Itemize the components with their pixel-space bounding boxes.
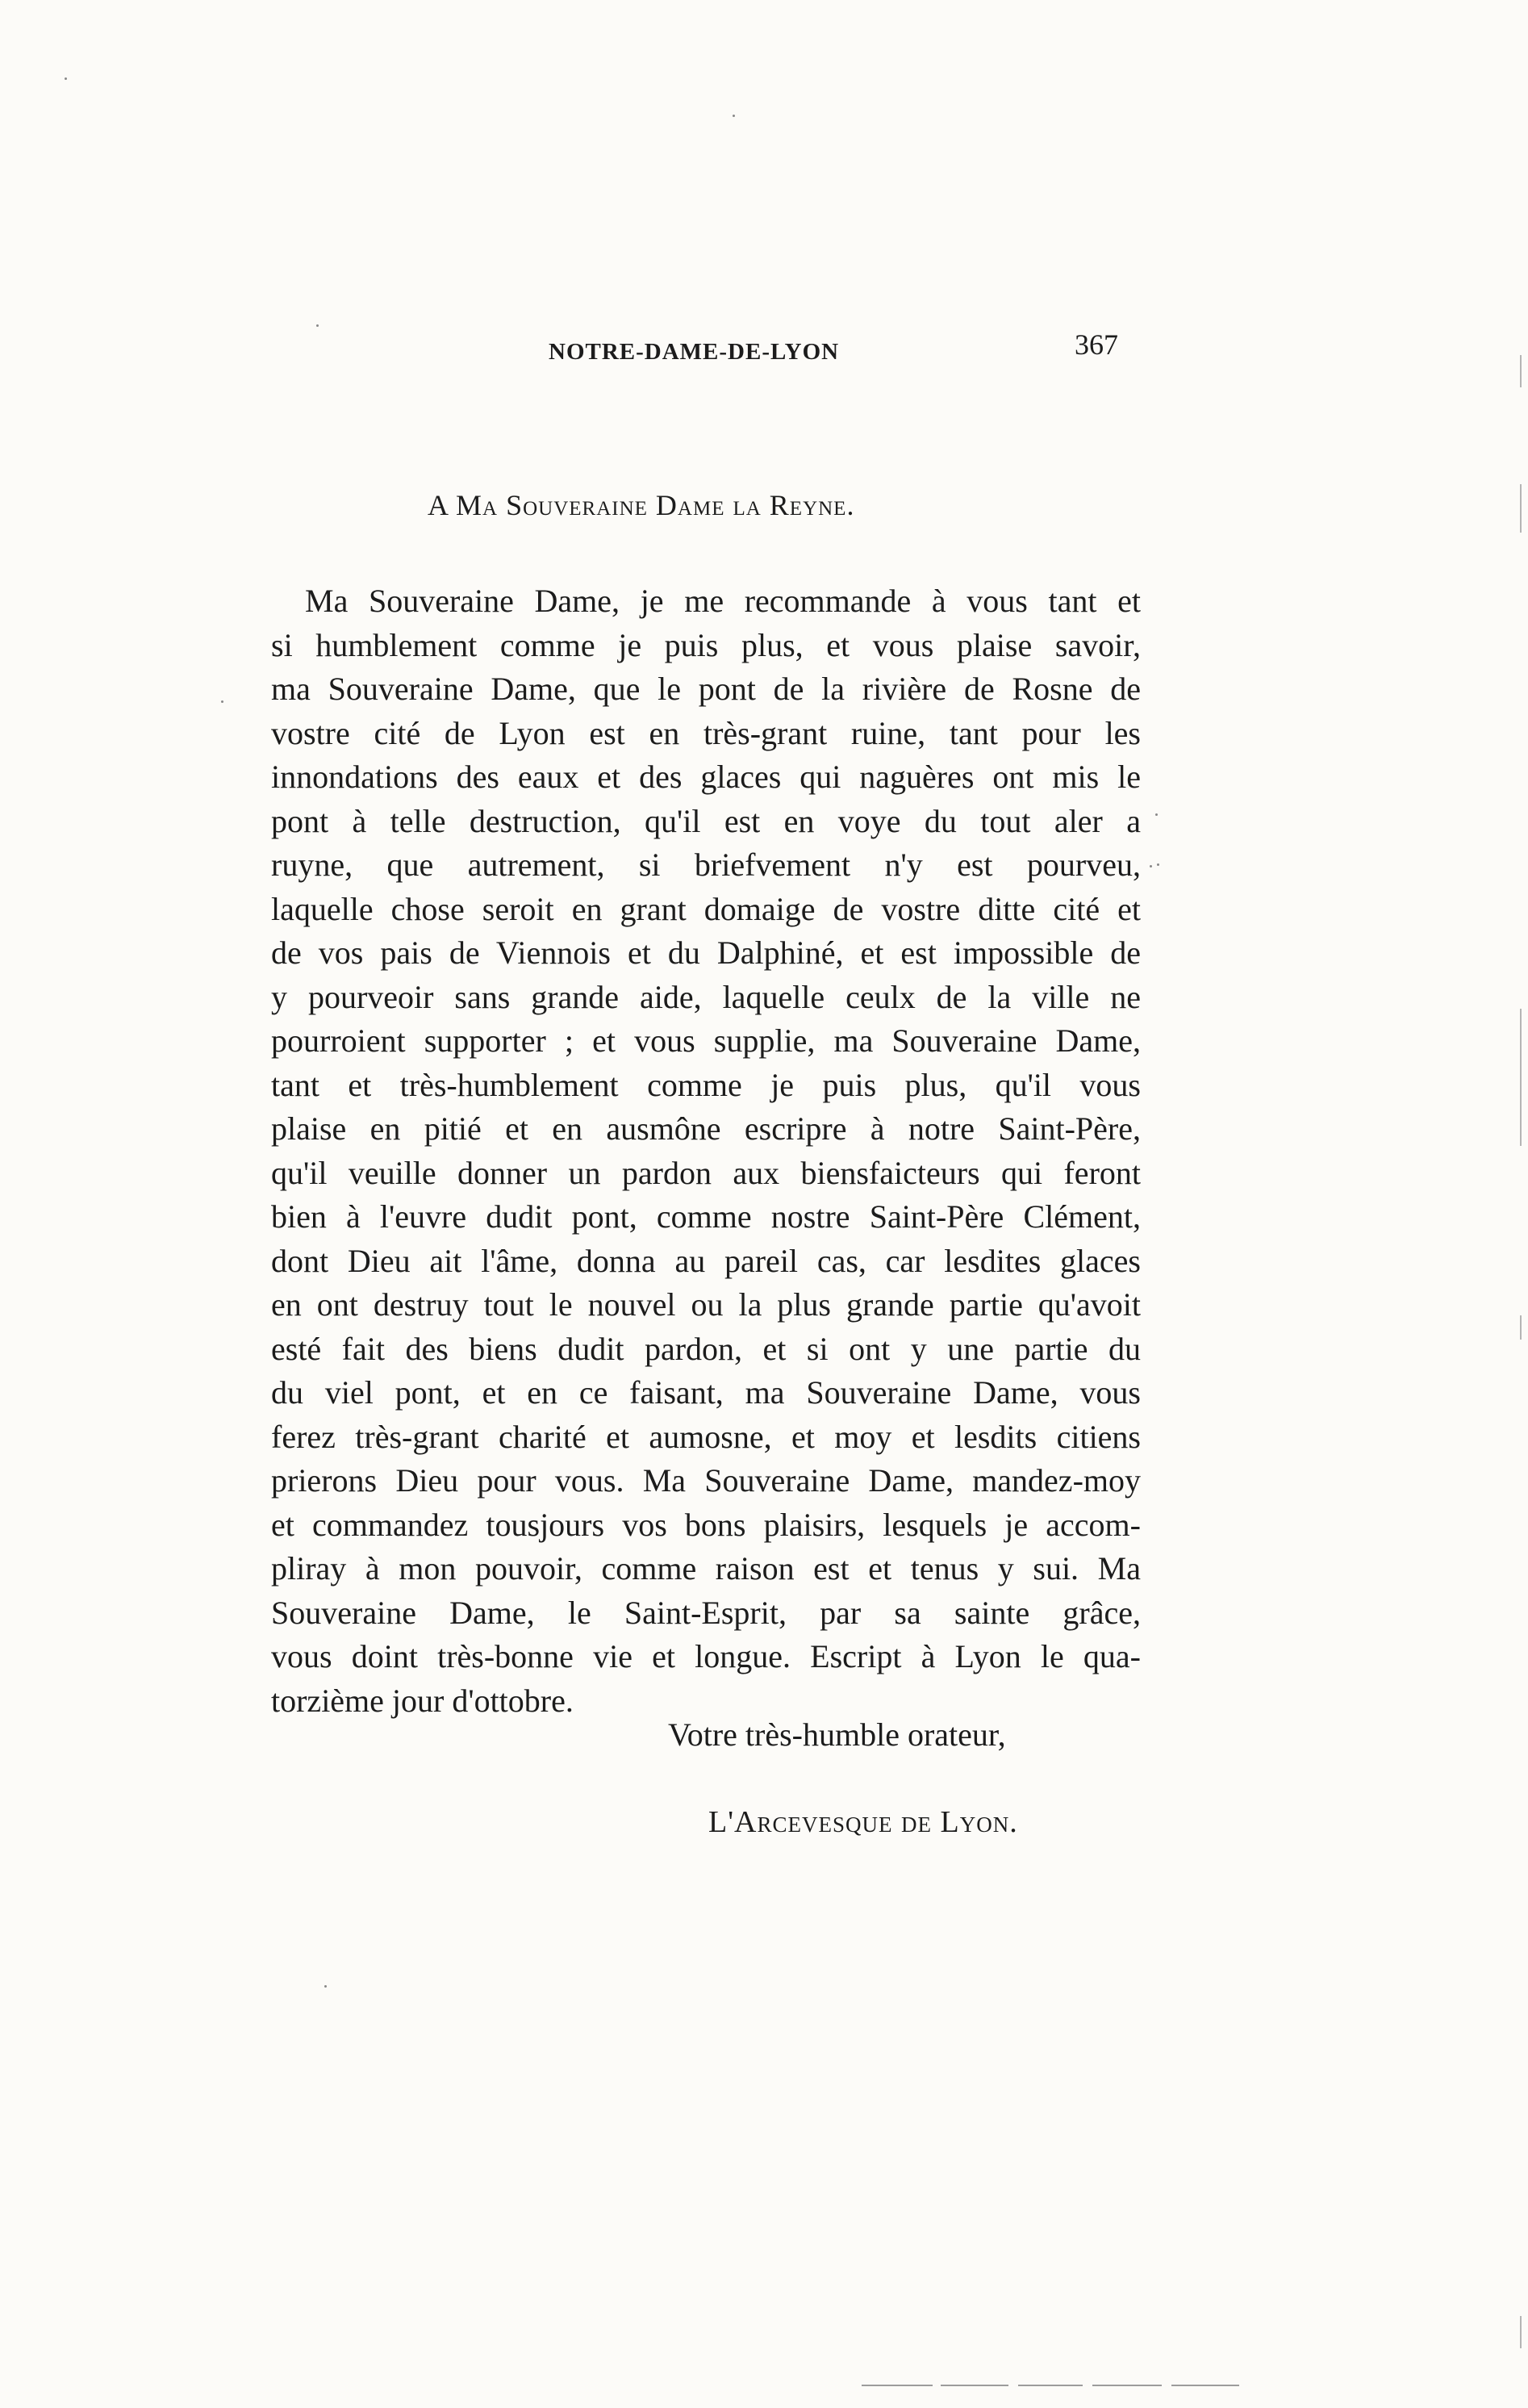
running-head-title: NOTRE-DAME-DE-LYON — [549, 339, 840, 365]
text-line: ferez très-grant charité et aumosne, et moy et lesdits citiens — [271, 1418, 1141, 1455]
text-line: et commandez tousjours vos bons plaisirs, lesquels je accom- — [271, 1506, 1141, 1543]
letter-body — [271, 579, 1141, 1723]
letter-title: A Ma Souveraine Dame la Reyne. — [428, 489, 855, 521]
scan-edge-mark — [1520, 484, 1522, 533]
scan-speck — [221, 700, 223, 703]
scan-bottom-rule — [862, 2385, 933, 2386]
scan-edge-mark — [1520, 1315, 1522, 1340]
text-line: tant et très-humblement comme je puis plus, qu'il vous — [271, 1066, 1141, 1103]
page-number: 367 — [1075, 328, 1118, 361]
text-line: y pourveoir sans grande aide, laquelle ceulx de la ville ne — [271, 978, 1141, 1015]
scan-speck — [1150, 865, 1152, 867]
text-line: plaise en pitié et en ausmône escripre à notre Saint-Père, — [271, 1110, 1141, 1147]
text-line: pliray à mon pouvoir, comme raison est et tenus y sui. Ma — [271, 1550, 1141, 1587]
text-line: Ma Souveraine Dame, je me recommande à vous tant et — [305, 583, 1141, 619]
text-line: ruyne, que autrement, si briefvement n'y est pourveu, — [271, 847, 1141, 883]
scan-speck — [65, 77, 67, 80]
text-line: vous doint très-bonne vie et longue. Escript à Lyon le qua- — [271, 1638, 1141, 1674]
scan-edge-mark — [1520, 355, 1522, 387]
text-line: qu'il veuille donner un pardon aux biensfaicteurs qui feront — [271, 1154, 1141, 1191]
scan-bottom-rule — [1171, 2385, 1239, 2386]
scan-speck — [316, 324, 319, 327]
text-line: vostre cité de Lyon est en très-grant ruine, tant pour les — [271, 714, 1141, 751]
text-line: bien à l'euvre dudit pont, comme nostre Saint-Père Clément, — [271, 1198, 1141, 1235]
scan-edge-mark — [1520, 2316, 1522, 2348]
text-line: de vos pais de Viennois et du Dalphiné, et est impossible de — [271, 934, 1141, 971]
text-line: innondations des eaux et des glaces qui naguères ont mis le — [271, 759, 1141, 795]
text-line: torzième jour d'ottobre. — [271, 1682, 574, 1719]
closing-line: Votre très-humble orateur, — [668, 1716, 1006, 1753]
scan-speck — [733, 115, 735, 117]
text-line: laquelle chose seroit en grant domaige de vostre ditte cité et — [271, 890, 1141, 927]
text-line: si humblement comme je puis plus, et vous plaise savoir, — [271, 626, 1141, 663]
text-line: prierons Dieu pour vous. Ma Souveraine Dame, mandez-moy — [271, 1462, 1141, 1499]
scan-speck — [324, 1985, 327, 1988]
text-line: ma Souveraine Dame, que le pont de la rivière de Rosne de — [271, 671, 1141, 707]
text-line: en ont destruy tout le nouvel ou la plus grande partie qu'avoit — [271, 1286, 1141, 1323]
scan-speck — [1155, 813, 1158, 816]
scan-bottom-rule — [941, 2385, 1008, 2386]
text-line: Souveraine Dame, le Saint-Esprit, par sa sainte grâce, — [271, 1594, 1141, 1631]
text-line: pourroient supporter ; et vous supplie, ma Souveraine Dame, — [271, 1022, 1141, 1059]
text-line: pont à telle destruction, qu'il est en voye du tout aler a — [271, 802, 1141, 839]
scan-bottom-rule — [1092, 2385, 1162, 2386]
scan-edge-mark — [1520, 1009, 1522, 1146]
signature: L'Arcevesque de Lyon. — [708, 1805, 1018, 1839]
text-line: du viel pont, et en ce faisant, ma Souveraine Dame, vous — [271, 1374, 1141, 1411]
scan-speck — [1157, 863, 1159, 866]
scan-bottom-rule — [1018, 2385, 1083, 2386]
text-line: dont Dieu ait l'âme, donna au pareil cas, car lesdites glaces — [271, 1242, 1141, 1279]
text-line: esté fait des biens dudit pardon, et si ont y une partie du — [271, 1330, 1141, 1367]
